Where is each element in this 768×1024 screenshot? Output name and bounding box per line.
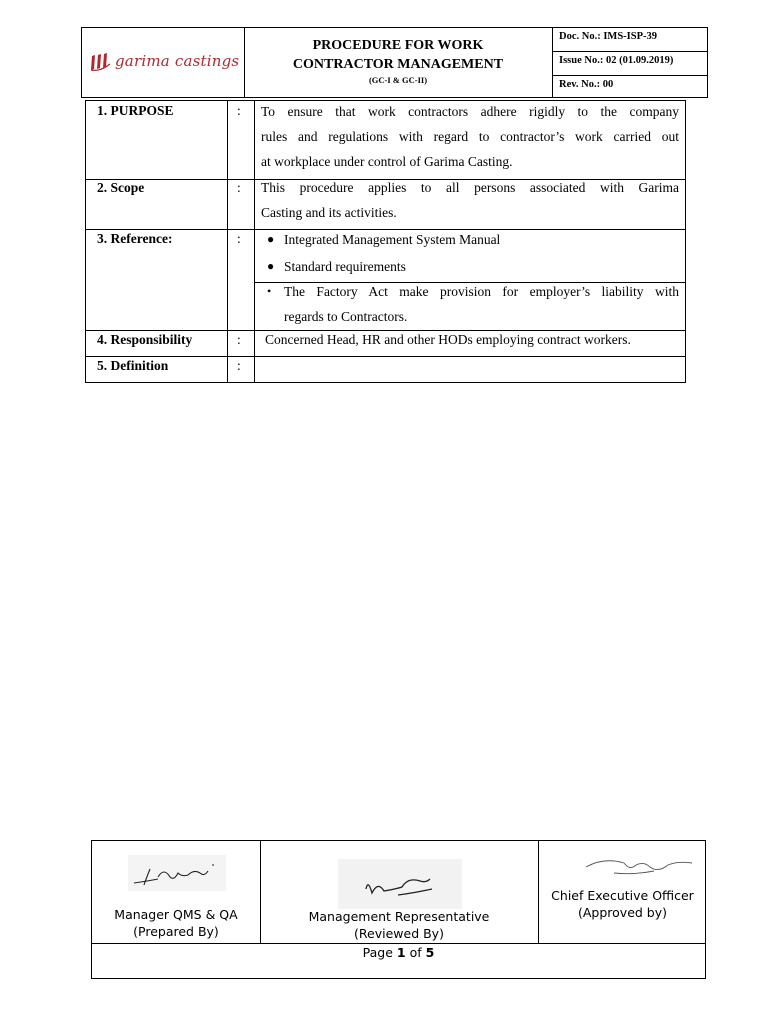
approved-by-block	[538, 887, 707, 921]
garima-castings-logo-icon	[90, 50, 112, 72]
page-of: of	[405, 945, 426, 960]
approved-by-label: (Approved by)	[577, 905, 667, 920]
revision-number: Rev. No.: 00	[559, 79, 614, 90]
divider	[552, 75, 707, 76]
doc-number: Doc. No.: IMS-ISP-39	[559, 31, 657, 42]
issue-number: Issue No.: 02 (01.09.2019)	[559, 55, 674, 66]
reference-item	[264, 254, 679, 279]
section-label-reference: 3. Reference:	[97, 231, 173, 246]
bullet-icon: ●	[267, 232, 275, 246]
section-label-scope: 2. Scope	[97, 180, 145, 195]
page-prefix: Page	[362, 945, 397, 960]
colon: :	[237, 103, 241, 118]
text-line: This procedure applies to all persons associated with Garima	[261, 180, 679, 195]
prepared-role: Manager QMS & QA	[114, 907, 238, 922]
procedure-table	[85, 100, 686, 383]
column-divider	[227, 101, 228, 382]
responsibility-text: Concerned Head, HR and other HODs employing contract workers.	[265, 332, 631, 347]
company-logo	[90, 50, 239, 72]
reference-item	[264, 279, 679, 329]
reviewed-by-label: (Reviewed By)	[354, 926, 444, 941]
document-header	[81, 27, 708, 98]
title-subtitle: (GC-I & GC-II)	[368, 75, 428, 85]
section-label-responsibility: 4. Responsibility	[97, 332, 193, 347]
document-title	[244, 36, 552, 86]
section-label-definition: 5. Definition	[97, 358, 169, 373]
approved-role: Chief Executive Officer	[551, 888, 694, 903]
page-number	[92, 945, 705, 960]
reference-item	[264, 227, 679, 252]
approved-signature-icon	[584, 855, 696, 877]
row-divider	[92, 943, 705, 944]
text-line: at workplace under control of Garima Casting.	[261, 154, 513, 169]
reviewed-role: Management Representative	[308, 909, 490, 924]
approval-footer	[91, 840, 706, 979]
section-label-purpose: 1. PURPOSE	[97, 103, 174, 118]
colon: :	[237, 332, 241, 347]
page-total: 5	[425, 945, 435, 960]
text-line: Casting and its activities.	[261, 205, 397, 220]
reviewed-by-block	[260, 908, 538, 942]
divider	[552, 51, 707, 52]
purpose-text	[261, 99, 679, 174]
title-line: CONTRACTOR MANAGEMENT	[292, 57, 504, 72]
reference-text: regards to Contractors.	[284, 309, 408, 324]
bullet-icon: •	[267, 284, 272, 298]
divider	[552, 28, 553, 97]
scope-text	[261, 175, 679, 225]
reviewed-signature-icon	[338, 859, 462, 909]
colon: :	[237, 358, 241, 373]
colon: :	[237, 180, 241, 195]
reference-text: Integrated Management System Manual	[284, 232, 501, 247]
title-line: PROCEDURE FOR WORK	[312, 38, 484, 53]
column-divider	[254, 101, 255, 382]
colon: :	[237, 231, 241, 246]
prepared-by-block	[92, 906, 260, 940]
text-line: To ensure that work contractors adhere rigidly to the company	[261, 104, 679, 119]
row-divider	[86, 356, 685, 357]
page-current: 1	[396, 945, 406, 960]
reference-text: Standard requirements	[284, 259, 406, 274]
text-line: rules and regulations with regard to contractor’s work carried out	[261, 129, 679, 144]
prepared-by-label: (Prepared By)	[133, 924, 219, 939]
reference-text: The Factory Act make provision for employer’s liability with	[284, 284, 679, 299]
prepared-signature-icon	[128, 855, 226, 891]
bullet-icon: ●	[267, 259, 275, 273]
logo-text: garima castings	[115, 52, 240, 70]
